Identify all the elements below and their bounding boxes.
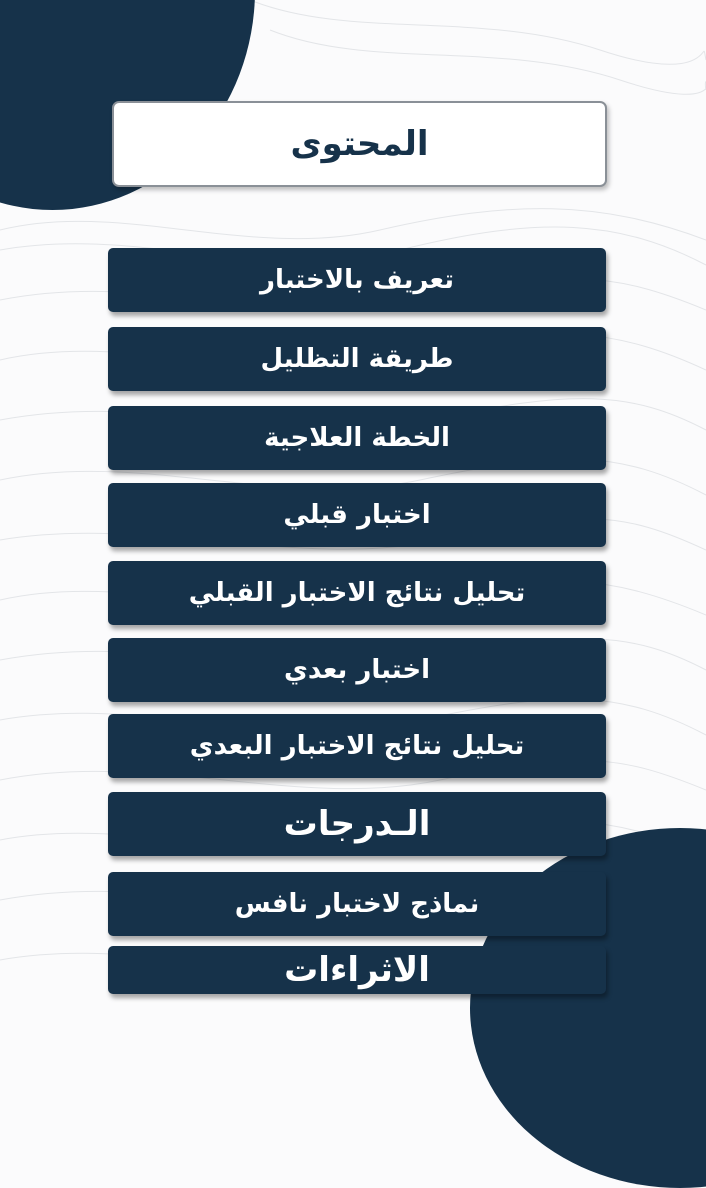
menu-item-post-test-analysis[interactable] [108,714,606,778]
menu-item-label: اختبار بعدي [284,655,430,685]
menu-item-label: الاثراءات [284,950,430,990]
menu-item-label: تحليل نتائج الاختبار القبلي [188,578,526,608]
menu-item-post-test[interactable] [108,638,606,702]
menu-item-shading-method[interactable] [108,327,606,391]
menu-item-grades[interactable] [108,792,606,856]
page-title: المحتوى [290,124,429,164]
menu-item-enrichments[interactable] [108,946,606,994]
menu-item-test-introduction[interactable] [108,248,606,312]
menu-item-label: الـدرجات [283,804,431,844]
menu-item-label: نماذج لاختبار نافس [234,889,480,919]
menu-item-pre-test-analysis[interactable] [108,561,606,625]
menu-item-nafs-models[interactable] [108,872,606,936]
menu-item-label: الخطة العلاجية [264,423,450,453]
page-title-box [112,101,607,187]
menu-item-remedial-plan[interactable] [108,406,606,470]
menu-item-label: تحليل نتائج الاختبار البعدي [189,731,525,761]
menu-item-label: تعريف بالاختبار [260,265,454,295]
menu-item-label: اختبار قبلي [283,500,431,530]
menu-item-pre-test[interactable] [108,483,606,547]
menu-item-label: طريقة التظليل [260,344,454,374]
